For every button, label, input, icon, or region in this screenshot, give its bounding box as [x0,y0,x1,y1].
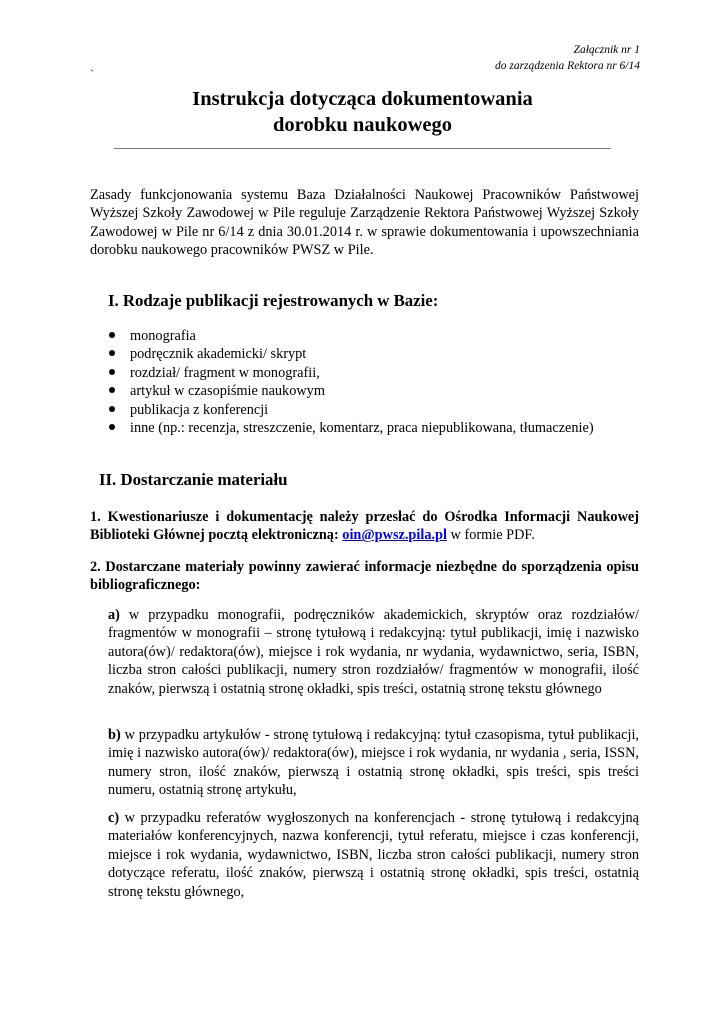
stray-mark: ` [90,67,94,81]
point-1-text: 1. Kwestionariusze i dokumentację należy przesłać do Ośrodka Informacji Naukowej Biblioteki Głównej pocztą elektroniczną: [90,509,639,544]
list-item: publikacja z konferencji [90,401,594,419]
point-1-suffix: w formie PDF. [446,527,535,544]
list-item: artykuł w czasopiśmie naukowym [90,382,594,400]
list-item: monografia [90,327,594,345]
bullet-icon [109,387,115,393]
list-item: inne (np.: recenzja, streszczenie, komentarz, praca niepublikowana, tłumaczenie) [90,419,594,437]
title-divider [114,148,611,149]
bullet-icon [109,332,115,338]
item-a-text: w przypadku monografii, podręczników akademickich, skryptów oraz rozdziałów/ fragmentów w monografii – stronę tytułową i redakcyjną: tytuł publikacji, imię i nazwisko autora(ów)/ redaktora(ów), miejsce i rok wydania, nr wydania, wydawnictwo, seria, ISBN, liczba stron całości publikacji, numery stron rozdziałów/ fragmentów w monografii, ilość znaków, pierwszą i ostatnią stronę okładki, spis treści, ostatnią stronę tekstu głównego [108,607,639,697]
item-a-label: a) [108,607,120,623]
item-c-text: w przypadku referatów wygłoszonych na konferencjach - stronę tytułową i redakcyjną materiałów konferencyjnych, nazwa konferencji, tytuł referatu, miejsce i czas konferencji, miejsce i rok wydania, wydawnictwo, ISBN, liczba stron całości publikacji, numery stron dotyczące referatu, ilość znaków, pierwszą i ostatnią stronę okładki, spis treści, ostatnią stronę tekstu głównego, [108,810,639,900]
item-a-paragraph [108,606,639,698]
list-item: rozdział/ fragment w monografii, [90,364,594,382]
bullet-icon [109,369,115,375]
list-item: podręcznik akademicki/ skrypt [90,345,594,363]
item-b-label: b) [108,727,121,743]
section-1-heading: I. Rodzaje publikacji rejestrowanych w Bazie: [108,291,439,310]
intro-paragraph: Zasady funkcjonowania systemu Baza Działalności Naukowej Pracowników Państwowej Wyższej Szkoły Zawodowej w Pile reguluje Zarządzenie Rektora Państwowej Wyższej Szkoły Zawodowej w Pile nr 6/14 z dnia 30.01.2014 r. w sprawie dokumentowania i upowszechniania dorobku naukowego pracowników PWSZ w Pile. [90,187,639,259]
bullet-icon [109,424,115,430]
item-b-paragraph [108,726,639,800]
section-2-heading: II. Dostarczanie materiału [99,470,288,489]
bullet-icon [109,406,115,412]
title-line-1: Instrukcja dotycząca dokumentowania [192,88,533,110]
item-c-label: c) [108,810,120,826]
regulation-reference: do zarządzenia Rektora nr 6/14 [494,60,640,72]
item-c-paragraph [108,809,639,901]
page-title [90,86,635,138]
publication-types-list [90,327,594,437]
point-2-paragraph: 2. Dostarczane materiały powinny zawierać informacje niezbędne do sporządzenia opisu bibliograficznego: [90,559,639,594]
title-line-2: dorobku naukowego [272,114,453,136]
attachment-label: Załącznik nr 1 [573,44,640,56]
bullet-icon [109,350,115,356]
point-1-paragraph [90,508,639,545]
item-b-text: w przypadku artykułów - stronę tytułową i redakcyjną: tytuł czasopisma, tytuł publikacji, imię i nazwisko autora(ów)/ redaktora(ów), miejsce i rok wydania, nr wydania , seria, ISSN, numery stron, ilość znaków, pierwszą i ostatnią stronę okładki, spis treści, spis treści numeru, ostatnią stronę artykułu, [108,727,639,799]
email-link[interactable]: oin@pwsz.pila.pl [342,527,447,544]
